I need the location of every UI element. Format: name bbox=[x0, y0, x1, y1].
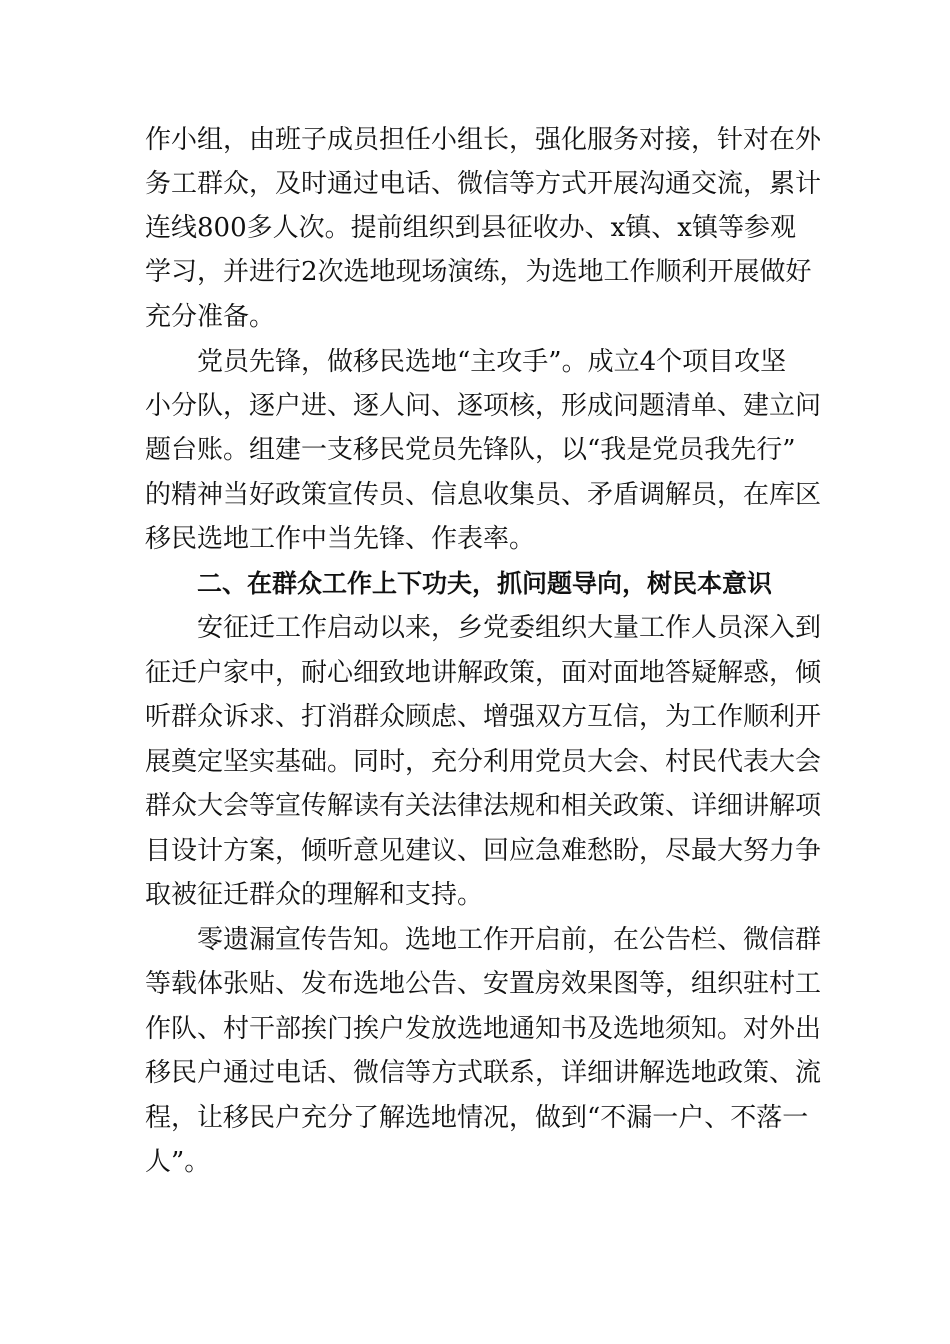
text-line-19: 零遗漏宣传告知。选地工作开启前，在公告栏、微信群 bbox=[197, 925, 822, 955]
text-line-17: 目设计方案，倾听意见建议、回应急难愁盼，尽最大努力争 bbox=[145, 836, 822, 866]
text-line-8: 题台账。组建一支移民党员先锋队，以“我是党员我先行” bbox=[145, 435, 796, 465]
text-line-9: 的精神当好政策宣传员、信息收集员、矛盾调解员，在库区 bbox=[145, 480, 822, 510]
text-line-10: 移民选地工作中当先锋、作表率。 bbox=[145, 524, 536, 554]
text-line-14: 听群众诉求、打消群众顾虑、增强双方互信，为工作顺利开 bbox=[145, 702, 822, 732]
text-line-24: 人”。 bbox=[145, 1147, 211, 1177]
text-line-7: 小分队，逐户进、逐人问、逐项核，形成问题清单、建立问 bbox=[145, 391, 822, 421]
text-line-5: 充分准备。 bbox=[145, 302, 276, 332]
text-line-16: 群众大会等宣传解读有关法律法规和相关政策、详细讲解项 bbox=[145, 791, 822, 821]
text-line-3: 连线800多人次。提前组织到县征收办、x镇、x镇等参观 bbox=[145, 213, 796, 243]
text-line-1: 作小组，由班子成员担任小组长，强化服务对接，针对在外 bbox=[145, 125, 822, 155]
text-line-22: 移民户通过电话、微信等方式联系，详细讲解选地政策、流 bbox=[145, 1058, 822, 1088]
text-line-2: 务工群众，及时通过电话、微信等方式开展沟通交流，累计 bbox=[145, 169, 822, 199]
text-line-6: 党员先锋，做移民选地“主攻手”。成立4个项目攻坚 bbox=[197, 347, 787, 377]
text-line-21: 作队、村干部挨门挨户发放选地通知书及选地须知。对外出 bbox=[145, 1014, 822, 1044]
text-line-18: 取被征迁群众的理解和支持。 bbox=[145, 880, 484, 910]
text-line-4: 学习，并进行2次选地现场演练，为选地工作顺利开展做好 bbox=[145, 257, 812, 287]
text-line-12: 安征迁工作启动以来，乡党委组织大量工作人员深入到 bbox=[197, 613, 822, 643]
text-line-20: 等载体张贴、发布选地公告、安置房效果图等，组织驻村工 bbox=[145, 969, 822, 999]
section-heading: 二、在群众工作上下功夫，抓问题导向，树民本意识 bbox=[197, 569, 773, 598]
text-line-13: 征迁户家中，耐心细致地讲解政策，面对面地答疑解惑，倾 bbox=[145, 658, 822, 688]
text-line-23: 程，让移民户充分了解选地情况，做到“不漏一户、不落一 bbox=[145, 1103, 809, 1133]
text-line-15: 展奠定坚实基础。同时，充分利用党员大会、村民代表大会 bbox=[145, 747, 822, 777]
